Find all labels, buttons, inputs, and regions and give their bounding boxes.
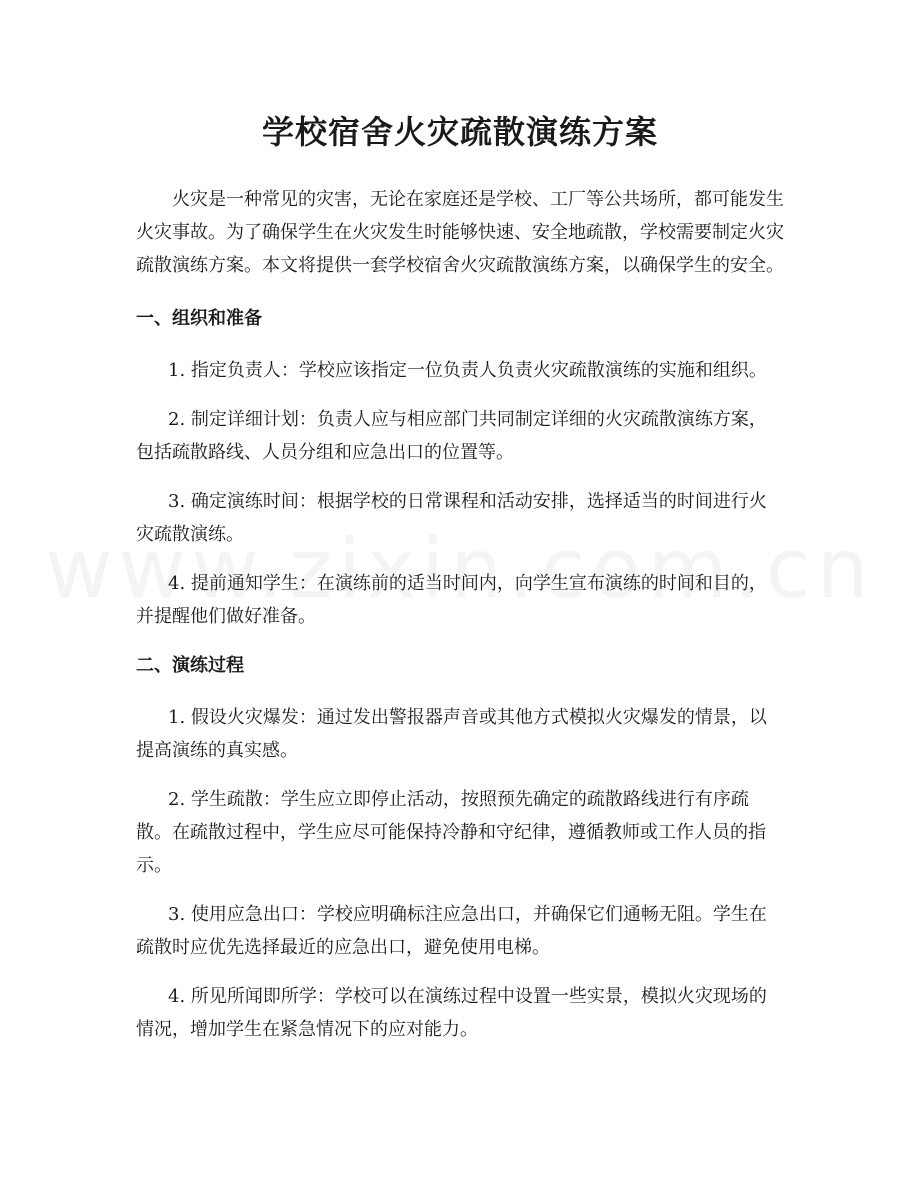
list-item: 1. 指定负责人：学校应该指定一位负责人负责火灾疏散演练的实施和组织。 [168, 360, 767, 381]
document-body [136, 183, 784, 1046]
intro-paragraph: 火灾是一种常见的灾害，无论在家庭还是学校、工厂等公共场所，都可能发生火灾事故。为了确保学生在火灾发生时能够快速、安全地疏散，学校需要制定火灾疏散演练方案。本文将提供一套学校宿舍火灾疏散演练方案，以确保学生的安全。 [136, 189, 784, 276]
section-heading: 一、组织和准备 [136, 308, 262, 329]
list-item: 4. 提前通知学生：在演练前的适当时间内，向学生宣布演练的时间和目的，并提醒他们做好准备。 [136, 573, 767, 627]
list-item: 2. 学生疏散：学生应立即停止活动，按照预先确定的疏散路线进行有序疏散。在疏散过程中，学生应尽可能保持冷静和守纪律，遵循教师或工作人员的指示。 [136, 789, 766, 876]
section-heading: 二、演练过程 [136, 655, 244, 676]
document-title: 学校宿舍火灾疏散演练方案 [261, 113, 658, 151]
list-item: 3. 使用应急出口：学校应明确标注应急出口，并确保它们通畅无阻。学生在疏散时应优先选择最近的应急出口，避免使用电梯。 [136, 904, 767, 958]
list-item: 2. 制定详细计划：负责人应与相应部门共同制定详细的火灾疏散演练方案，包括疏散路线、人员分组和应急出口的位置等。 [136, 409, 767, 463]
list-item: 4. 所见所闻即所学：学校可以在演练过程中设置一些实景，模拟火灾现场的情况，增加学生在紧急情况下的应对能力。 [136, 986, 767, 1040]
list-item: 1. 假设火灾爆发：通过发出警报器声音或其他方式模拟火灾爆发的情景，以提高演练的真实感。 [136, 707, 767, 761]
list-item: 3. 确定演练时间：根据学校的日常课程和活动安排，选择适当的时间进行火灾疏散演练。 [136, 491, 767, 545]
